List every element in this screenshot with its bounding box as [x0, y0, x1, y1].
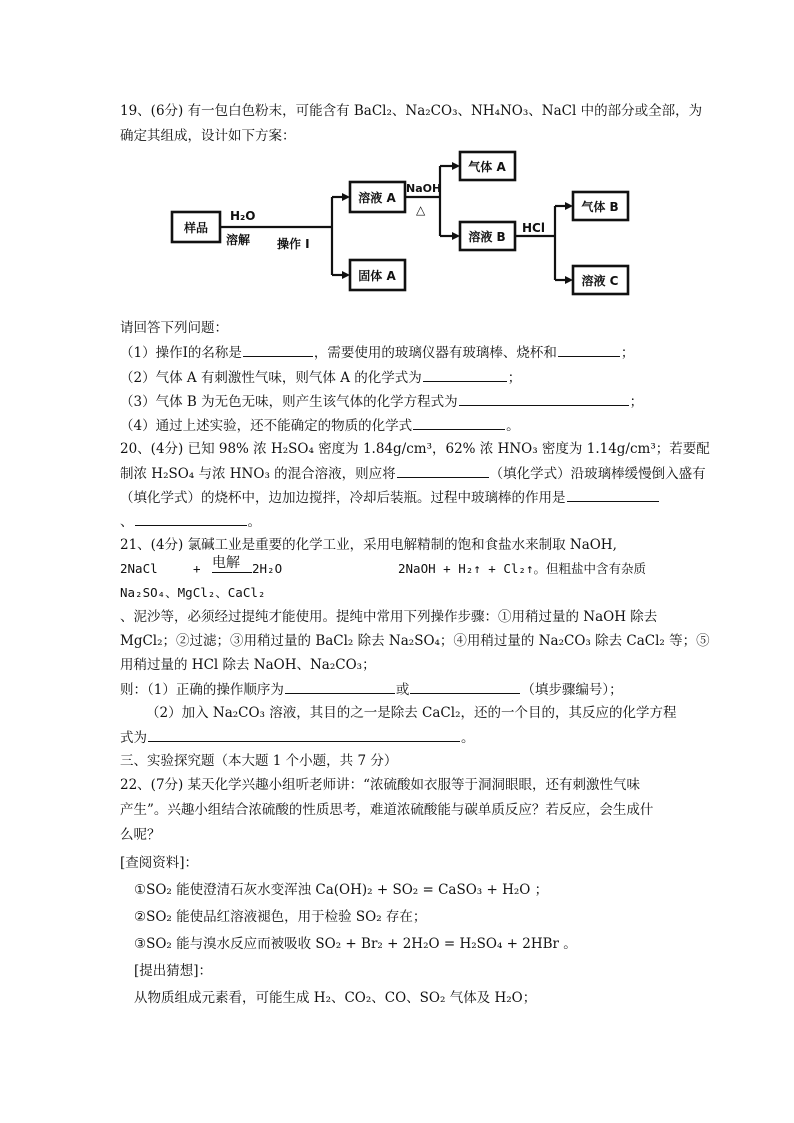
q21-line-1: 21、(4分) 氯碱工业是重要的化学工业，采用电解精制的饱和食盐水来制取 NaOH, — [120, 537, 617, 553]
h2o-label: H₂O — [230, 209, 256, 223]
q19-p3-text-b: ； — [629, 394, 644, 410]
q21-line-8: （2）加入 Na₂CO₃ 溶液，其目的之一是除去 CaCl₂，还的一个目的，其反应的化学方程 — [146, 705, 677, 721]
q20-l4-text-a: 、 — [120, 514, 134, 530]
answer-blank[interactable] — [285, 679, 395, 694]
q20-l4-text-b: 。 — [247, 514, 261, 530]
q21-l7-text-a: 则：（1）正确的操作顺序为 — [120, 682, 284, 698]
q22-line-3: 么呢？ — [120, 827, 161, 843]
q21-equation-condition: 电解 — [212, 555, 240, 571]
answer-blank[interactable] — [413, 415, 505, 430]
q20-l2-text-b: （填化学式）沿玻璃棒缓慢倒入盛有 — [489, 466, 706, 482]
section-3-heading: 三、实验探究题（本大题 1 个小题，共 7 分） — [120, 753, 398, 769]
q21-line-4: 、泥沙等，必须经过提纯才能使用。提纯中常用下列操作步骤：①用稍过量的 NaOH 除去 — [120, 609, 658, 625]
q21-l7-text-b: 或 — [395, 682, 410, 698]
q20-line-3 — [120, 487, 660, 508]
q21-equation-reactant-1: 2NaCl — [120, 561, 158, 576]
answer-blank[interactable] — [135, 511, 247, 526]
q22-reference-2: ②SO₂ 能使品红溶液褪色，用于检验 SO₂ 存在； — [134, 909, 427, 925]
q21-equation-reactant-2: 2H₂O — [252, 561, 283, 576]
q21-line-3: Na₂SO₄、MgCl₂、CaCl₂ — [120, 585, 266, 600]
q22-guess-title: [提出猜想]： — [134, 963, 213, 979]
hcl-label: HCl — [522, 221, 545, 235]
q19-p3-text-a: （3）气体 B 为无色无味，则产生该气体的化学方程式为 — [120, 394, 458, 410]
q19-p4-text-b: 。 — [506, 418, 520, 434]
naoh-label: NaOH — [406, 182, 442, 195]
q19-part-4 — [120, 415, 520, 436]
q22-reference-3: ③SO₂ 能与溴水反应而被吸收 SO₂ + Br₂ + 2H₂O = H₂SO₄ + 2HBr 。 — [134, 936, 577, 952]
q21-equation-plus: + — [193, 561, 201, 576]
q21-l7-text-c: （填步骤编号）； — [521, 682, 623, 698]
q20-l3-text: （填化学式）的烧杯中，边加边搅拌，冷却后装瓶。过程中玻璃棒的作用是 — [120, 490, 566, 506]
solution-a-label: 溶液 A — [358, 191, 396, 205]
sample-label: 样品 — [183, 221, 209, 235]
q19-line-1: 19、(6分) 有一包白色粉末，可能含有 BaCl₂、Na₂CO₃、NH₄NO₃、NaCl 中的部分或全部，为 — [120, 103, 703, 119]
q19-p2-text-b: ； — [507, 370, 522, 386]
solution-b-label: 溶液 B — [468, 230, 506, 244]
q19-p2-text-a: （2）气体 A 有刺激性气味，则气体 A 的化学式为 — [120, 370, 422, 386]
answer-blank[interactable] — [410, 679, 520, 694]
gas-a-label: 气体 A — [468, 160, 506, 174]
q22-line-1: 22、(7分) 某天化学兴趣小组听老师讲：“浓硫酸如衣服等于洞洞眼眼，还有刺激性气味 — [120, 777, 640, 793]
answer-blank[interactable] — [558, 342, 620, 357]
q20-line-1: 20、(4分) 已知 98% 浓 H₂SO₄ 密度为 1.84g/cm³，62% 浓 HNO₃ 密度为 1.14g/cm³；若要配 — [120, 441, 710, 457]
q21-l9-text-a: 式为 — [120, 730, 147, 746]
q21-line-5: MgCl₂；②过滤；③用稍过量的 BaCl₂ 除去 Na₂SO₄；④用稍过量的 Na₂CO₃ 除去 CaCl₂ 等；⑤ — [120, 633, 710, 649]
answer-blank[interactable] — [459, 391, 629, 406]
q19-p4-text-a: （4）通过上述实验，还不能确定的物质的化学式 — [120, 418, 413, 434]
q20-line-2 — [120, 463, 706, 484]
q21-line-9 — [120, 727, 475, 748]
q19-prompt: 请回答下列问题： — [120, 320, 228, 336]
q21-equation-products: 2NaOH + H₂↑ + Cl₂↑。但粗盐中含有杂质 — [398, 561, 646, 576]
q22-reference-1: ①SO₂ 能使澄清石灰水变浑浊 Ca(OH)₂ + SO₂ = CaSO₃ + H₂O ； — [134, 882, 549, 898]
heat-label: △ — [416, 203, 426, 217]
answer-blank[interactable] — [148, 727, 460, 742]
q19-part-1 — [120, 342, 634, 363]
q21-line-6: 用稍过量的 HCl 除去 NaOH、Na₂CO₃； — [120, 657, 376, 673]
q19-p1-text-b: ，需要使用的玻璃仪器有玻璃棒、烧杯和 — [313, 345, 557, 361]
answer-blank[interactable] — [567, 487, 659, 502]
q19-p1-text-a: （1）操作Ⅰ的名称是 — [120, 345, 242, 361]
operation-label: 操作 I — [277, 237, 310, 251]
q21-equation-arrow-line — [212, 572, 252, 573]
solid-a-label: 固体 A — [358, 269, 396, 283]
q21-line-7 — [120, 679, 623, 700]
q22-guess-1: 从物质组成元素看，可能生成 H₂、CO₂、CO、SO₂ 气体及 H₂O； — [134, 990, 537, 1006]
q19-line-2: 确定其组成，设计如下方案： — [120, 128, 296, 144]
q21-l9-text-b: 。 — [461, 730, 475, 746]
q22-line-2: 产生”。兴趣小组结合浓硫酸的性质思考，难道浓硫酸能与碳单质反应？若反应，会生成什 — [120, 802, 654, 818]
q20-l2-text-a: 制浓 H₂SO₄ 与浓 HNO₃ 的混合溶液，则应将 — [120, 466, 396, 482]
experiment-flow-diagram — [170, 150, 645, 298]
q19-p1-text-c: ； — [620, 345, 635, 361]
answer-blank[interactable] — [397, 463, 489, 478]
answer-blank[interactable] — [423, 367, 507, 382]
gas-b-label: 气体 B — [581, 200, 619, 214]
q19-part-2 — [120, 367, 521, 388]
q19-part-3 — [120, 391, 643, 412]
dissolve-label: 溶解 — [226, 233, 251, 247]
solution-c-label: 溶液 C — [581, 274, 619, 288]
q22-reference-title: [查阅资料]： — [120, 855, 199, 871]
answer-blank[interactable] — [243, 342, 313, 357]
q20-line-4 — [120, 511, 261, 532]
